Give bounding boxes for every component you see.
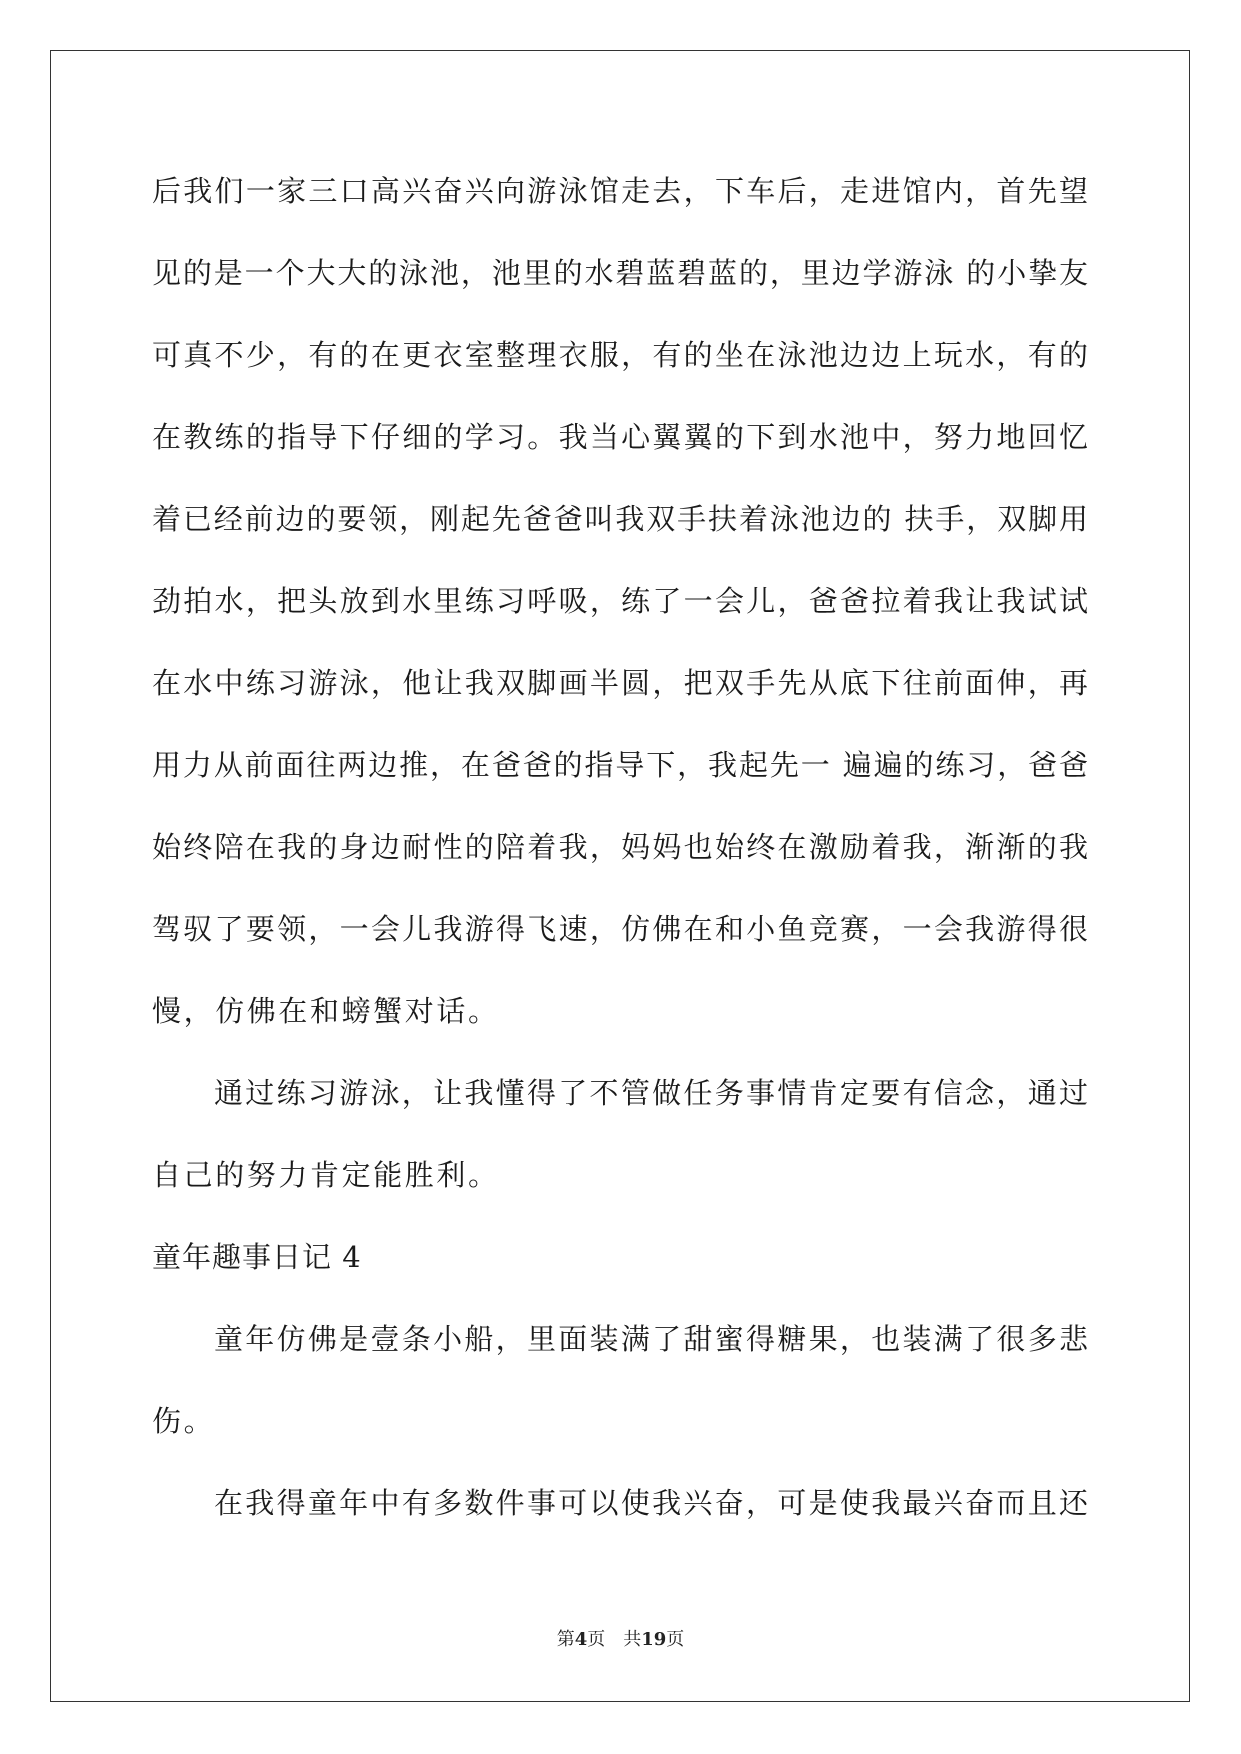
page-footer xyxy=(0,1625,1241,1651)
text-line: 可真不少，有的在更衣室整理衣服，有的坐在泳池边边上玩水，有的 xyxy=(152,338,1088,372)
total-page-count: 19 xyxy=(641,1629,667,1650)
text-line-last: 慢，仿佛在和螃蟹对话。 xyxy=(152,994,500,1028)
total-prefix: 共 xyxy=(623,1629,642,1650)
page-prefix: 第 xyxy=(556,1629,575,1650)
text-line: 用力从前面往两边推，在爸爸的指导下，我起先一 遍遍的练习，爸爸 xyxy=(152,748,1088,782)
paragraph-first-line: 在我得童年中有多数件事可以使我兴奋，可是使我最兴奋而且还 xyxy=(214,1486,1088,1520)
total-suffix: 页 xyxy=(666,1629,685,1650)
text-line: 见的是一个大大的泳池，池里的水碧蓝碧蓝的，里边学游泳 的小挚友 xyxy=(152,256,1088,290)
text-line: 在教练的指导下仔细的学习。我当心翼翼的下到水池中，努力地回忆 xyxy=(152,420,1088,454)
text-line-last: 伤。 xyxy=(152,1404,216,1438)
paragraph-first-line: 童年仿佛是壹条小船，里面装满了甜蜜得糖果，也装满了很多悲 xyxy=(214,1322,1088,1356)
current-page-number: 4 xyxy=(574,1629,588,1650)
text-line: 后我们一家三口高兴奋兴向游泳馆走去，下车后，走进馆内，首先望 xyxy=(152,174,1088,208)
text-line: 劲拍水，把头放到水里练习呼吸，练了一会儿，爸爸拉着我让我试试 xyxy=(152,584,1088,618)
text-line: 着已经前边的要领，刚起先爸爸叫我双手扶着泳池边的 扶手，双脚用 xyxy=(152,502,1088,536)
section-heading: 童年趣事日记 4 xyxy=(152,1240,362,1274)
text-line-last: 自己的努力肯定能胜利。 xyxy=(152,1158,500,1192)
page-mid: 页 xyxy=(587,1629,606,1650)
text-line: 在水中练习游泳，他让我双脚画半圆，把双手先从底下往前面伸，再 xyxy=(152,666,1088,700)
text-line: 驾驭了要领，一会儿我游得飞速，仿佛在和小鱼竞赛，一会我游得很 xyxy=(152,912,1088,946)
paragraph-first-line: 通过练习游泳，让我懂得了不管做任务事情肯定要有信念，通过 xyxy=(214,1076,1088,1110)
document-body xyxy=(152,160,1088,1554)
text-line: 始终陪在我的身边耐性的陪着我，妈妈也始终在激励着我，渐渐的我 xyxy=(152,830,1088,864)
